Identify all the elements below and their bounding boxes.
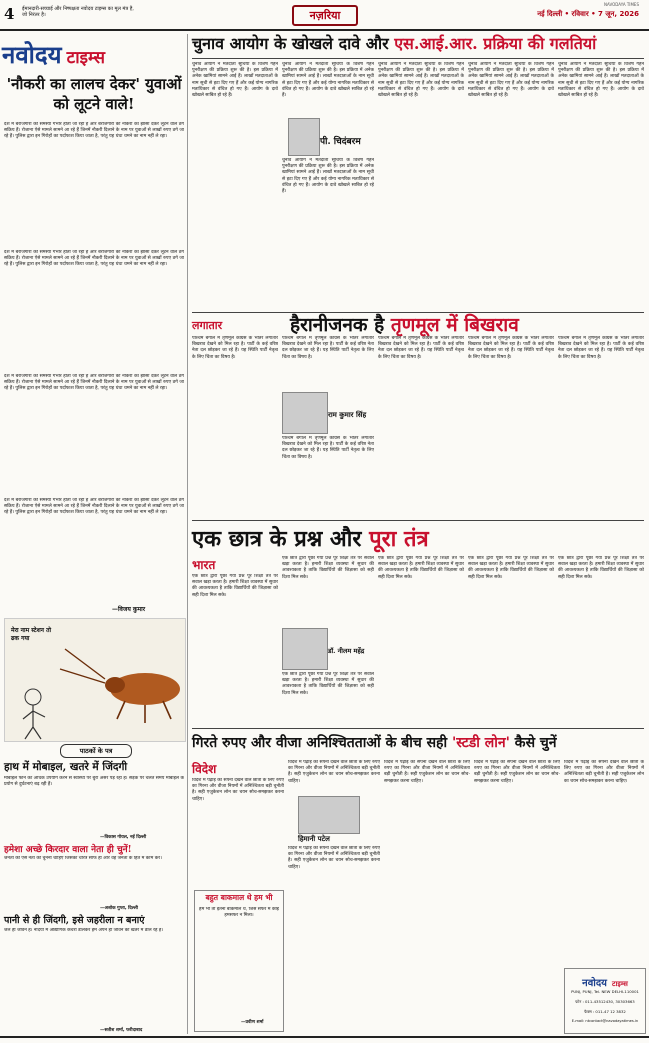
author-photo [282, 628, 328, 670]
article4-kicker: विदेश [192, 762, 217, 776]
editorial-byline: —विजय कुमार [112, 606, 146, 613]
cockroach-antenna [60, 649, 105, 683]
article2-col4: पश्चिम बंगाल में तृणमूल कांग्रेस के भीतर लगातार बिखराव देखने को मिल रहा है। पार्टी के कई वरिष्ठ नेता दल छोड़कर जा रहे हैं। यह स्थिति पार्टी नेतृत्व के लिए चिंता का विषय है। [468, 336, 554, 360]
article1-headline-b: एस.आई.आर. प्रक्रिया की गलतियां [394, 34, 597, 53]
brand-suffix: टाइम्स [66, 48, 105, 68]
article1-headline-a: चुनाव आयोग के खोखले दावे और [192, 34, 395, 53]
letter3-by: —सतीश शर्मा, फरीदाबाद [100, 1028, 143, 1033]
poem-by: —प्रवीण शर्मा [241, 1020, 264, 1025]
article1-rule [192, 58, 644, 59]
article2-headline-b: तृणमूल में बिखराव [390, 314, 519, 336]
masthead-brand-suffix: टाइम्स [612, 979, 628, 988]
article3-kicker: भारत [192, 558, 216, 572]
column-divider [187, 34, 188, 1034]
author-photo [282, 392, 328, 434]
article1-col4: चुनाव आयोग ने मतदाता सूचियों के विशेष गहन पुनरीक्षण की प्रक्रिया शुरू की है। इस प्रक्रिया में अनेक खामियां सामने आई हैं। लाखों मतदाताओं के नाम सूची से हटा दिए गए हैं और कई योग्य नागरिक मताधिकार से वंचित हो गए हैं। आयोग के दावे खोखले साबित हो रहे हैं। [468, 62, 554, 99]
article1-headline [192, 34, 644, 54]
page-number: 4 [4, 5, 15, 23]
masthead-box [564, 968, 646, 1034]
poem-box [194, 890, 284, 1032]
letter1-body: मोबाइल फोन का अधिक उपयोग करने से स्वास्थ्य पर बुरा असर पड़ रहा है। सड़क पर चलते समय मोबाइल के प्रयोग से दुर्घटनाएं बढ़ रही हैं। [4, 776, 184, 788]
editorial-body-cont2: देश में बेरोजगारी की समस्या गंभीर होती जा रही है और बेरोजगारों को नौकरी का झांसा देकर लूटने वाले ठग सक्रिय हैं। रोजाना ऐसे मामले सामने आ रहे हैं जिनमें नौकरी दिलाने के नाम पर युवाओं से लाखों रुपए ठगे जा रहे हैं। पुलिस द्वारा इन गिरोहों का पर्दाफाश किया जाता है, परंतु यह धंधा थमने का नाम नहीं ले रहा। [4, 374, 184, 392]
editorial-body: देश में बेरोजगारी की समस्या गंभीर होती जा रही है और बेरोजगारों को नौकरी का झांसा देकर लूटने वाले ठग सक्रिय हैं। रोजाना ऐसे मामले सामने आ रहे हैं जिनमें नौकरी दिलाने के नाम पर युवाओं से लाखों रुपए ठगे जा रहे हैं। पुलिस द्वारा इन गिरोहों का पर्दाफाश किया जाता है, परंतु यह धंधा थमने का नाम नहीं ले रहा। [4, 122, 184, 140]
article2-headline-a: हैरानीजनक है [290, 314, 391, 336]
article4-col5: विदेश में पढ़ाई का सपना देखने वाले छात्रों के लिए रुपए का गिरना और वीजा नियमों में अनिश्चितता बड़ी चुनौती है। सही एजुकेशन लोन का चयन सोच-समझकर करना चाहिए। [564, 760, 644, 784]
brand-name: नवोदय [2, 40, 62, 69]
page-header [0, 0, 649, 30]
article3-col2: एक छात्र द्वारा पूछा गया प्रश्न पूरे शिक्षा तंत्र पर सवाल खड़ा करता है। हमारी शिक्षा व्यवस्था में सुधार की आवश्यकता है ताकि विद्यार्थियों की जिज्ञासा को सही दिशा मिल सके। [282, 556, 374, 580]
footer-rule [0, 1036, 649, 1038]
article2-col2: पश्चिम बंगाल में तृणमूल कांग्रेस के भीतर लगातार बिखराव देखने को मिल रहा है। पार्टी के कई वरिष्ठ नेता दल छोड़कर जा रहे हैं। यह स्थिति पार्टी नेतृत्व के लिए चिंता का विषय है। [282, 336, 374, 360]
cockroach-head [105, 677, 125, 693]
article3-col1: एक छात्र द्वारा पूछा गया प्रश्न पूरे शिक्षा तंत्र पर सवाल खड़ा करता है। हमारी शिक्षा व्यवस्था में सुधार की आवश्यकता है ताकि विद्यार्थियों की जिज्ञासा को सही दिशा मिल सके। [192, 574, 278, 598]
article3-col2b: एक छात्र द्वारा पूछा गया प्रश्न पूरे शिक्षा तंत्र पर सवाल खड़ा करता है। हमारी शिक्षा व्यवस्था में सुधार की आवश्यकता है ताकि विद्यार्थियों की जिज्ञासा को सही दिशा मिल सके। [282, 672, 374, 696]
letter3-title: पानी से ही जिंदगी, इसे जहरीला न बनाएं [4, 915, 145, 926]
article4-col3: विदेश में पढ़ाई का सपना देखने वाले छात्रों के लिए रुपए का गिरना और वीजा नियमों में अनिश्चितता बड़ी चुनौती है। सही एजुकेशन लोन का चयन सोच-समझकर करना चाहिए। [384, 760, 470, 784]
article4-headline-c: कैसे चुनें [509, 735, 557, 751]
header-tagline: ईमानदारी-सच्चाई और निष्पक्षता नवोदय टाइम्स का मूल मंत्र है, जो निरंतर है। [22, 6, 135, 18]
letters-title: पाठकों के पत्र [60, 744, 132, 758]
header-rule [0, 29, 649, 31]
article3-author: डॉ. नीलम महेंद्र [328, 647, 365, 655]
article4-col2b: विदेश में पढ़ाई का सपना देखने वाले छात्रों के लिए रुपए का गिरना और वीजा नियमों में अनिश्चितता बड़ी चुनौती है। सही एजुकेशन लोन का चयन सोच-समझकर करना चाहिए। [288, 846, 380, 870]
letter3-body: जल ही जीवन है। नदियों में औद्योगिक कचरा डालकर हम अपने ही जीवन को खतरे में डाल रहे हैं। [4, 928, 164, 933]
article4-author: हिमानी पटेल [298, 834, 330, 843]
section-rule-1 [192, 312, 644, 313]
section-rule-2 [192, 520, 644, 521]
masthead-fax: फैक्स : 011-47 12 3832 [584, 1009, 626, 1014]
article4-headline-b: 'स्टडी लोन' [451, 735, 510, 751]
edition-label: NAVODAYA TIMES [603, 2, 639, 7]
article1-col3: चुनाव आयोग ने मतदाता सूचियों के विशेष गहन पुनरीक्षण की प्रक्रिया शुरू की है। इस प्रक्रिया में अनेक खामियां सामने आई हैं। लाखों मतदाताओं के नाम सूची से हटा दिए गए हैं और कई योग्य नागरिक मताधिकार से वंचित हो गए हैं। आयोग के दावे खोखले साबित हो रहे हैं। [378, 62, 464, 99]
masthead-brand [569, 971, 641, 990]
letter2-by: —अशोक गुप्ता, दिल्ली [100, 906, 138, 911]
cartoon [4, 618, 186, 742]
masthead-brand-name: नवोदय [582, 978, 607, 989]
article3-col3: एक छात्र द्वारा पूछा गया प्रश्न पूरे शिक्षा तंत्र पर सवाल खड़ा करता है। हमारी शिक्षा व्यवस्था में सुधार की आवश्यकता है ताकि विद्यार्थियों की जिज्ञासा को सही दिशा मिल सके। [378, 556, 464, 580]
poem-title: बहुत बाकमाल थे हम भी [205, 893, 273, 902]
letter1-title [4, 760, 184, 774]
article1-col1: चुनाव आयोग ने मतदाता सूचियों के विशेष गहन पुनरीक्षण की प्रक्रिया शुरू की है। इस प्रक्रिया में अनेक खामियां सामने आई हैं। लाखों मतदाताओं के नाम सूची से हटा दिए गए हैं और कई योग्य नागरिक मताधिकार से वंचित हो गए हैं। आयोग के दावे खोखले साबित हो रहे हैं। [192, 62, 278, 99]
article4-col2: विदेश में पढ़ाई का सपना देखने वाले छात्रों के लिए रुपए का गिरना और वीजा नियमों में अनिश्चितता बड़ी चुनौती है। सही एजुकेशन लोन का चयन सोच-समझकर करना चाहिए। [288, 760, 380, 784]
article3-headline [192, 526, 644, 552]
article1-author: पी. चिदंबरम [320, 137, 361, 147]
man-body [23, 705, 45, 739]
article4-col4: विदेश में पढ़ाई का सपना देखने वाले छात्रों के लिए रुपए का गिरना और वीजा नियमों में अनिश्चितता बड़ी चुनौती है। सही एजुकेशन लोन का चयन सोच-समझकर करना चाहिए। [474, 760, 560, 784]
article3-col5: एक छात्र द्वारा पूछा गया प्रश्न पूरे शिक्षा तंत्र पर सवाल खड़ा करता है। हमारी शिक्षा व्यवस्था में सुधार की आवश्यकता है ताकि विद्यार्थियों की जिज्ञासा को सही दिशा मिल सके। [558, 556, 644, 580]
article1-col2b: चुनाव आयोग ने मतदाता सूचियों के विशेष गहन पुनरीक्षण की प्रक्रिया शुरू की है। इस प्रक्रिया में अनेक खामियां सामने आई हैं। लाखों मतदाताओं के नाम सूची से हटा दिए गए हैं और कई योग्य नागरिक मताधिकार से वंचित हो गए हैं। आयोग के दावे खोखले साबित हो रहे हैं। [282, 158, 374, 195]
article2-kicker: लगातार [192, 319, 223, 332]
article4-col1: विदेश में पढ़ाई का सपना देखने वाले छात्रों के लिए रुपए का गिरना और वीजा नियमों में अनिश्चितता बड़ी चुनौती है। सही एजुकेशन लोन का चयन सोच-समझकर करना चाहिए। [192, 778, 284, 802]
article4-headline [192, 734, 644, 752]
editorial-body-cont: देश में बेरोजगारी की समस्या गंभीर होती जा रही है और बेरोजगारों को नौकरी का झांसा देकर लूटने वाले ठग सक्रिय हैं। रोजाना ऐसे मामले सामने आ रहे हैं जिनमें नौकरी दिलाने के नाम पर युवाओं से लाखों रुपए ठगे जा रहे हैं। पुलिस द्वारा इन गिरोहों का पर्दाफाश किया जाता है, परंतु यह धंधा थमने का नाम नहीं ले रहा। [4, 250, 184, 268]
article2-author: राम कुमार सिंह [328, 410, 367, 419]
article2-col1: पश्चिम बंगाल में तृणमूल कांग्रेस के भीतर लगातार बिखराव देखने को मिल रहा है। पार्टी के कई वरिष्ठ नेता दल छोड़कर जा रहे हैं। यह स्थिति पार्टी नेतृत्व के लिए चिंता का विषय है। [192, 336, 278, 360]
letter1-by: —विकास गोयल, नई दिल्ली [100, 835, 147, 840]
article3-col4: एक छात्र द्वारा पूछा गया प्रश्न पूरे शिक्षा तंत्र पर सवाल खड़ा करता है। हमारी शिक्षा व्यवस्था में सुधार की आवश्यकता है ताकि विद्यार्थियों की जिज्ञासा को सही दिशा मिल सके। [468, 556, 554, 580]
cartoon-caption: मेरा नाम स्टेशन तो ढक गया [11, 627, 52, 642]
article1-col5: चुनाव आयोग ने मतदाता सूचियों के विशेष गहन पुनरीक्षण की प्रक्रिया शुरू की है। इस प्रक्रिया में अनेक खामियां सामने आई हैं। लाखों मतदाताओं के नाम सूची से हटा दिए गए हैं और कई योग्य नागरिक मताधिकार से वंचित हो गए हैं। आयोग के दावे खोखले साबित हो रहे हैं। [558, 62, 644, 99]
letter1-title-text: हाथ में मोबाइल, खतरे में जिंदगी [4, 761, 128, 773]
article3-headline-a: एक छात्र के प्रश्न और [192, 526, 370, 552]
article4-headline-a: गिरते रुपए और वीजा अनिश्चितताओं के बीच सही [192, 735, 452, 751]
man-head [25, 689, 41, 705]
article1-col2: चुनाव आयोग ने मतदाता सूचियों के विशेष गहन पुनरीक्षण की प्रक्रिया शुरू की है। इस प्रक्रिया में अनेक खामियां सामने आई हैं। लाखों मतदाताओं के नाम सूची से हटा दिए गए हैं और कई योग्य नागरिक मताधिकार से वंचित हो गए हैं। आयोग के दावे खोखले साबित हो रहे हैं। [282, 62, 374, 99]
author-photo [288, 118, 320, 156]
author-photo [298, 796, 360, 834]
article2-headline [290, 314, 644, 336]
article2-col5: पश्चिम बंगाल में तृणमूल कांग्रेस के भीतर लगातार बिखराव देखने को मिल रहा है। पार्टी के कई वरिष्ठ नेता दल छोड़कर जा रहे हैं। यह स्थिति पार्टी नेतृत्व के लिए चिंता का विषय है। [558, 336, 644, 360]
editorial-brand [2, 38, 186, 72]
article2-col2b: पश्चिम बंगाल में तृणमूल कांग्रेस के भीतर लगातार बिखराव देखने को मिल रहा है। पार्टी के कई वरिष्ठ नेता दल छोड़कर जा रहे हैं। यह स्थिति पार्टी नेतृत्व के लिए चिंता का विषय है। [282, 436, 374, 460]
article2-col3: पश्चिम बंगाल में तृणमूल कांग्रेस के भीतर लगातार बिखराव देखने को मिल रहा है। पार्टी के कई वरिष्ठ नेता दल छोड़कर जा रहे हैं। यह स्थिति पार्टी नेतृत्व के लिए चिंता का विषय है। [378, 336, 464, 360]
section-title: नज़रिया [292, 5, 358, 26]
dateline: नई दिल्ली • रविवार • 7 जून, 2026 [537, 10, 639, 18]
masthead-email[interactable]: E-mail: ntcontact@navodayatimes.in [571, 1019, 639, 1023]
letter2-title: हमेशा अच्छे किरदार वाला नेता ही चुनें! [4, 845, 132, 855]
article3-headline-b: पूरा तंत्र [369, 526, 429, 552]
masthead-address: PUNJ, PUNJ, Tel. NEW DELHI-110001 [571, 989, 639, 994]
editorial-headline: 'नौकरी का लालच देकर' युवाओं को लूटने वाले! [6, 75, 182, 113]
masthead-phone: फोन : 011-43512430, 30303663 [575, 999, 635, 1004]
section-rule-3 [192, 728, 644, 729]
poem-body: हम भी तो इतना बाकमाल थे, जिसे सफर में कोई हमसफर न मिला। [199, 907, 279, 919]
editorial-body-cont3: देश में बेरोजगारी की समस्या गंभीर होती जा रही है और बेरोजगारों को नौकरी का झांसा देकर लूटने वाले ठग सक्रिय हैं। रोजाना ऐसे मामले सामने आ रहे हैं जिनमें नौकरी दिलाने के नाम पर युवाओं से लाखों रुपए ठगे जा रहे हैं। पुलिस द्वारा इन गिरोहों का पर्दाफाश किया जाता है, परंतु यह धंधा थमने का नाम नहीं ले रहा। [4, 498, 184, 516]
letter2-body: जनता को ऐसे नेता को चुनना चाहिए जिसका चरित्र साफ हो और वह जनता के हित में काम करे। [4, 856, 162, 861]
